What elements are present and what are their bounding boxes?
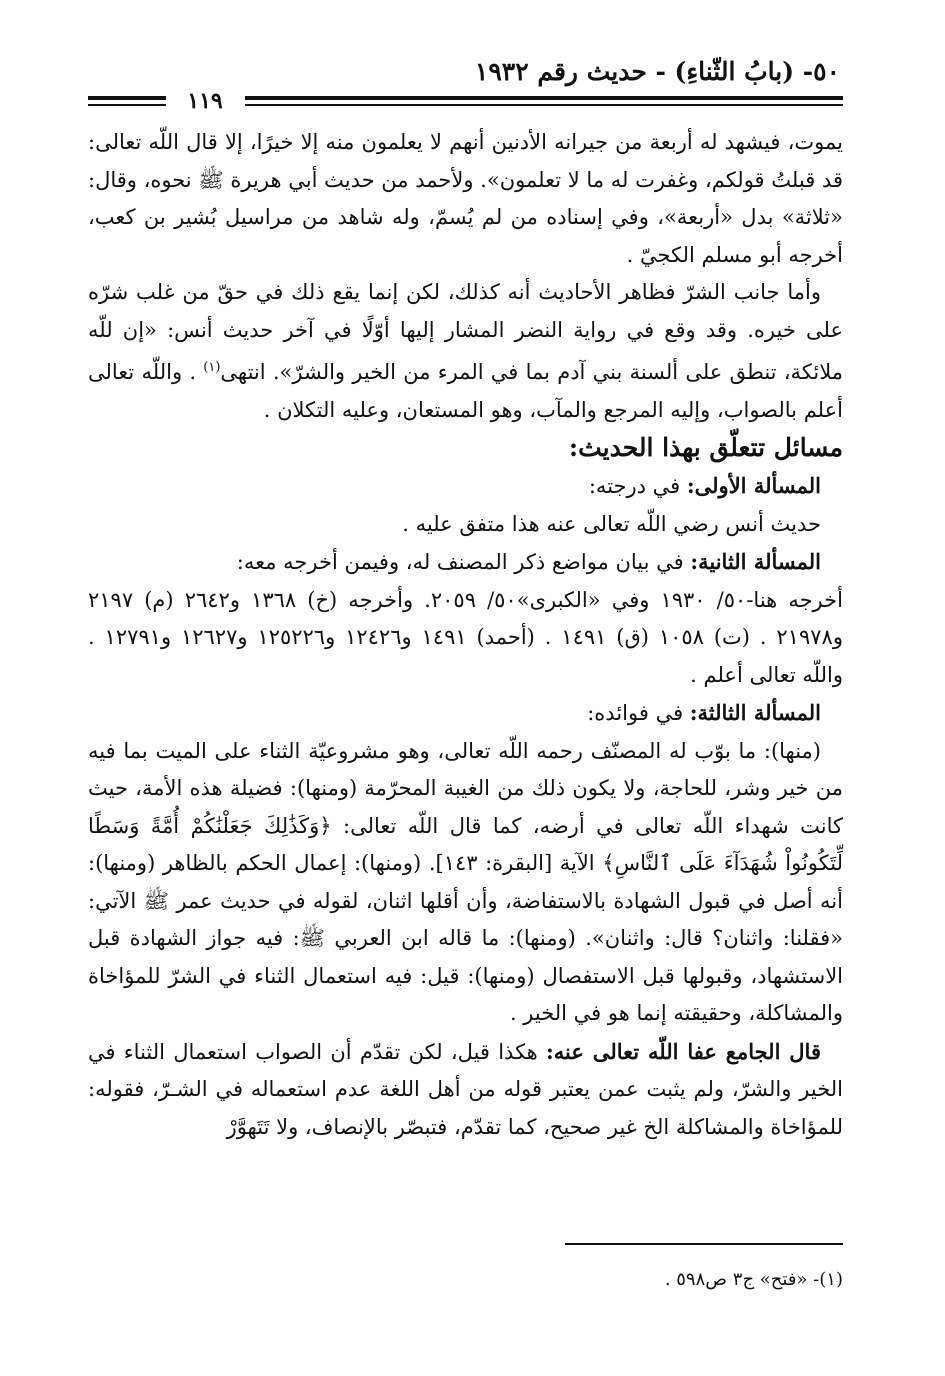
issue-title: في فوائده: (587, 701, 690, 725)
footnote: (١)- «فتح» ج٣ ص٥٩٨ . (664, 1269, 843, 1290)
issue-title: في درجته: (588, 474, 687, 498)
issue-heading (88, 467, 843, 506)
footnote-separator (565, 1243, 843, 1245)
issue-label: المسألة الأولى: (686, 473, 821, 498)
paragraph (88, 274, 843, 429)
issue-title: في بيان مواضع ذكر المصنف له، وفيمن أخرجه معه: (236, 550, 691, 574)
page-number: ١١٩ (187, 88, 223, 114)
running-header-title: ٥٠- (بابُ الثّناءِ) - حديث رقم ١٩٣٢ (474, 57, 840, 86)
issue-heading (88, 694, 843, 733)
paragraph (88, 1033, 843, 1147)
author-comment-label: قال الجامع عفا اللّه تعالى عنه: (546, 1038, 821, 1064)
paragraph-text: وأما جانب الشرّ فظاهر الأحاديث أنه كذلك، لكن إنما يقع ذلك في حقّ من غلب شرّه على خيره. وقد وقع في رواية النضر المشار إليها أوّلًا في آخر حديث أنس: «إن للّه ملائكة، تنطق على ألسنة بني آدم بما في المرء من الخير والشرّ». انتهى (88, 280, 843, 384)
paragraph: يموت، فيشهد له أربعة من جيرانه الأدنين أنهم لا يعلمون منه إلا خيرًا، إلا قال اللّه تعالى: قد قبلتُ قولكم، وغفرت له ما لا تعلمون». ولأحمد من حديث أبي هريرة ﷺ نحوه، وقال: «ثلاثة» بدل «أربعة»، وفي إسناده من لم يُسمّ، وله شاهد من مراسيل بُشير بن كعب، أخرجه أبو مسلم الكجيّ . (88, 130, 843, 267)
header-rule-right-thick (245, 96, 843, 100)
header-rule-right-thin (245, 104, 843, 106)
main-text (88, 124, 843, 1146)
footnote-reference[interactable]: (١) (203, 360, 221, 375)
issue-label: المسألة الثانية: (690, 549, 821, 574)
issue-heading (88, 543, 843, 582)
issue-label: المسألة الثالثة: (689, 700, 821, 725)
paragraph: أخرجه هنا-٥٠/ ١٩٣٠ وفي «الكبرى»٥٠/ ٢٠٥٩. وأخرجه (خ) ١٣٦٨ و٢٦٤٢ (م) ٢١٩٧ و٢١٩٧٨ . (ت) ١٠٥٨ (ق) ١٤٩١ . (أحمد) ١٤٩١ و١٢٤٢٦ و١٢٥٢٢٦ و١٢٦٢٧ و١٢٧٩١ . واللّه تعالى أعلم . (88, 587, 843, 687)
header-rule-left-thin (88, 104, 166, 106)
section-heading: مسائل تتعلّق بهذا الحديث: (568, 433, 843, 462)
header-rule-left-thick (88, 96, 166, 100)
paragraph: حديث أنس رضي اللّه تعالى عنه هذا متفق عليه . (402, 511, 821, 536)
paragraph-text: هكذا قيل، لكن تقدّم أن الصواب استعمال الثناء في الخير والشرّ، ولم يثبت عمن يعتبر قوله من أهل اللغة عدم استعماله في الشـرّ، فقوله: للمؤاخاة والمشاكلة الخ غير صحيح، كما تقدّم، فتبصّر بالإنصاف، ولا تَتَهوَّرْ (88, 1039, 843, 1139)
paragraph-text: . واللّه تعالى أعلم بالصواب، وإليه المرجع والمآب، وهو المستعان، وعليه التكلان . (88, 360, 843, 422)
paragraph: (منها): ما بوّب له المصنّف رحمه اللّه تعالى، وهو مشروعيّة الثناء على الميت بما فيه من خير وشر، للحاجة، ولا يكون ذلك من الغيبة المحرّمة (ومنها): فضيلة هذه الأمة، حيث كانت شهداء اللّه تعالى في أرضه، كما قال اللّه تعالى: ﴿وَكَذَٰلِكَ جَعَلْنَٰكُمْ أُمَّةً وَسَطًا لِّتَكُونُواْ شُهَدَآءَ عَلَى ٱلنَّاسِ﴾ الآية [البقرة: ١٤٣]. (ومنها): إعمال الحكم بالظاهر (ومنها): أنه أصل في قبول الشهادة بالاستفاضة، وأن أقلها اثنان، لقوله في حديث عمر ﷺ الآتي: «فقلنا: واثنان؟ قال: واثنان». (ومنها): ما قاله ابن العربي ﷺ: فيه جواز الشهادة قبل الاستشهاد، وقبولها قبل الاستفصال (ومنها): قيل: فيه استعمال الثناء في الشرّ للمؤاخاة والمشاكلة، وحقيقته إنما هو في الخير . (88, 738, 843, 1025)
